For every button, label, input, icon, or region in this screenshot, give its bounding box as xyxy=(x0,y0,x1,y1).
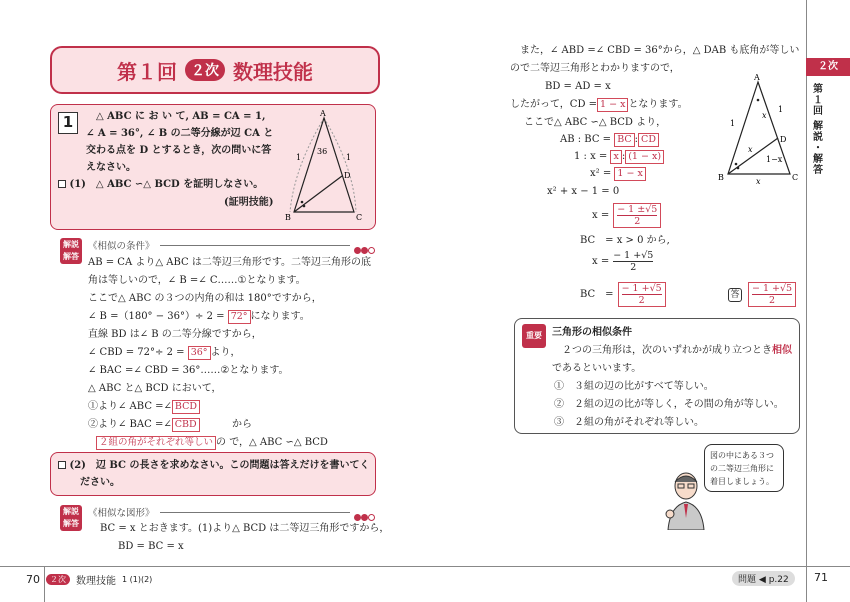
question-2-line-2: ださい。 xyxy=(80,477,120,488)
answer-box-bc: BC xyxy=(614,133,634,147)
s2-line-1: BC = x とおきます。(1)より△ BCD は二等辺三角形ですから， xyxy=(100,523,390,534)
answer-box-cd: 1 − x xyxy=(597,98,628,112)
r-line-11: BC = x > 0 から, xyxy=(580,235,670,246)
side-tab-line xyxy=(806,0,807,566)
problem-ref-pill xyxy=(732,571,795,586)
section-rule-2 xyxy=(160,512,350,513)
r-line-7-a: 1 : x = xyxy=(574,151,608,162)
r-line-3: BD = AD = x xyxy=(545,81,611,92)
question-1 xyxy=(58,178,263,192)
s1-line-6-text: ∠ CBD = 72°÷ 2 = xyxy=(88,347,185,358)
side-tab-char-5: 説 xyxy=(813,132,823,143)
s1-line-7: ∠ BAC =∠ CBD = 36°……②となります。 xyxy=(88,365,289,376)
side-tab-char-3: 回 xyxy=(813,106,823,117)
r-line-1: また，∠ ABD =∠ CBD = 36°から，△ DAB も底角が等しい xyxy=(520,45,800,56)
answer-fraction-bc xyxy=(618,282,666,307)
s1-line-10-tail: から xyxy=(232,419,252,430)
kaito-label-bottom: 解答 xyxy=(63,252,79,261)
section-title-similar-figures: 《相似な図形》 xyxy=(88,508,155,519)
r-line-10-a: x = xyxy=(592,209,610,221)
frac-den-1: 2 xyxy=(634,216,641,227)
kaito-label-top: 解説 xyxy=(63,240,79,249)
s1-line-1: AB = CA より△ ABC は二等辺三角形です。二等辺三角形の底 xyxy=(88,257,372,268)
question-1-tag: (証明技能) xyxy=(224,197,274,208)
vertex-d: D xyxy=(344,171,351,180)
s1-line-4-text: ∠ B =（180° − 36°）÷ 2 = xyxy=(88,311,225,322)
r-line-5: ここで△ ABC ∽△ BCD より， xyxy=(524,117,667,128)
frac-num-2: − 1 +√5 xyxy=(613,250,654,261)
answer-box-bcd: BCD xyxy=(172,400,200,414)
checkbox-icon xyxy=(58,180,66,188)
frac-den-4: 2 xyxy=(769,295,776,306)
r-line-10 xyxy=(592,203,661,228)
s1-line-9-text: ①より∠ ABC =∠ xyxy=(88,401,172,412)
answer-box-cbd: CBD xyxy=(172,418,200,432)
title-badge: ２次 xyxy=(185,59,225,81)
footer-title: 数理技能 xyxy=(76,576,116,587)
title-text: 数理技能 xyxy=(233,59,313,84)
problem-line-2: ∠ A = 36°, ∠ B の二等分線が辺 CA と xyxy=(86,128,274,139)
final-answer xyxy=(728,282,796,307)
s1-line-5: 直線 BD は∠ B の二等分線ですから， xyxy=(88,329,262,340)
fig2-vertex-c: C xyxy=(792,173,799,182)
important-line-2: であるといいます。 xyxy=(552,363,642,374)
vertex-b: B xyxy=(285,213,291,222)
fig2-label-1mx: 1−x xyxy=(766,155,783,164)
s2-line-2: BD = BC = x xyxy=(118,541,184,552)
side-label-left: 1 xyxy=(296,153,302,162)
question-2-line-1 xyxy=(58,459,369,473)
problem-ref-page: p.22 xyxy=(768,575,789,585)
title-prefix: 第１回 xyxy=(117,59,177,84)
kaito-label-top-2: 解説 xyxy=(63,507,79,516)
teacher-illustration xyxy=(660,468,710,530)
page-number-right: 71 xyxy=(814,571,828,584)
footer-badge: ２次 xyxy=(46,574,70,585)
r-line-2: ので二等辺三角形とわかりますので， xyxy=(510,63,680,74)
footer-rule xyxy=(0,566,850,567)
side-tab-char-2: １ xyxy=(813,95,823,106)
problem-line-3: 交わる点を D とするとき，次の問いに答 xyxy=(86,145,272,156)
footer-right xyxy=(732,571,795,586)
final-answer-fraction xyxy=(748,282,796,307)
r-line-8 xyxy=(590,167,646,181)
s1-line-4 xyxy=(88,310,310,324)
ratio-colon-2: : xyxy=(621,151,626,162)
answer-box-72: 72° xyxy=(228,310,251,324)
important-line-1-a: ２つの三角形は，次のいずれかが成り立つとき xyxy=(562,345,772,356)
frac-den-2: 2 xyxy=(630,262,637,273)
kaito-badge-1 xyxy=(60,238,82,264)
side-tab-text xyxy=(812,84,824,176)
s1-line-11-text: の で，△ ABC ∽△ BCD xyxy=(216,437,328,448)
important-keyword: 相似 xyxy=(772,345,792,356)
side-tab-char-6: ・ xyxy=(813,143,823,154)
fig2-label-x-bottom: x xyxy=(756,177,761,186)
checkbox-icon-2 xyxy=(58,461,66,469)
r-line-12-a: x = xyxy=(592,255,610,267)
triangle-figure-1 xyxy=(280,108,372,224)
r-line-13-a: BC = xyxy=(580,288,614,300)
s1-line-10 xyxy=(88,418,200,432)
r-line-4-b: となります。 xyxy=(628,99,688,110)
frac-num-1: − 1 ±√5 xyxy=(617,204,658,215)
important-title: 三角形の相似条件 xyxy=(552,327,632,338)
problem-ref-label: 問題 xyxy=(738,575,757,585)
s1-line-9 xyxy=(88,400,200,414)
side-tab-char-4: 解 xyxy=(813,121,823,132)
problem-line-4: えなさい。 xyxy=(86,162,136,173)
fig2-label-x-top: x xyxy=(762,111,767,120)
fig2-vertex-d: D xyxy=(780,135,787,144)
bubble-line-3: 着目しましょう。 xyxy=(710,477,774,486)
fig2-label-1-right: 1 xyxy=(778,105,784,114)
s1-line-4-after: になります。 xyxy=(250,311,310,322)
s1-line-11 xyxy=(96,436,328,450)
bubble-line-2: の二等辺三角形に xyxy=(710,464,774,473)
side-label-right: 1 xyxy=(346,153,352,162)
s1-line-10-text: ②より∠ BAC =∠ xyxy=(88,419,172,430)
problem-line-1: △ ABC に お い て, AB = CA = 1, xyxy=(96,111,266,122)
vertex-a: A xyxy=(320,109,326,118)
important-item-3: ③ ２組の角がそれぞれ等しい。 xyxy=(554,417,704,428)
page-divider-left xyxy=(44,566,45,602)
kaito-badge-2 xyxy=(60,505,82,531)
fig2-vertex-b: B xyxy=(718,173,724,182)
angle-label: 36 xyxy=(317,147,328,156)
problem-number: 1 xyxy=(58,112,78,134)
r-line-6 xyxy=(560,133,659,147)
important-item-2: ② ２組の辺の比が等しく，その間の角が等しい。 xyxy=(554,399,784,410)
side-tab-badge: ２次 xyxy=(806,58,850,76)
s1-line-2: 角は等しいので，∠ B =∠ C……①となります。 xyxy=(88,275,306,286)
bubble-line-1: 図の中にある３つ xyxy=(710,451,774,460)
s1-line-8: △ ABC と△ BCD において， xyxy=(88,383,222,394)
fig2-label-1-left: 1 xyxy=(730,119,736,128)
s1-line-6-after: より， xyxy=(210,347,241,358)
frac-num-3: − 1 +√5 xyxy=(621,283,662,294)
r-line-8-a: x² = xyxy=(590,168,612,179)
r-line-7 xyxy=(574,150,664,164)
frac-den-3: 2 xyxy=(638,295,645,306)
r-line-9: x² + x − 1 = 0 xyxy=(547,186,620,197)
footer-ref: 1 (1)(2) xyxy=(122,575,153,584)
r-line-4 xyxy=(510,98,688,112)
answer-fraction-1 xyxy=(613,203,661,228)
section-title-similarity: 《相似の条件》 xyxy=(88,241,155,252)
s1-line-6 xyxy=(88,346,241,360)
arrow-left-icon: ◀ xyxy=(758,575,766,585)
vertex-c: C xyxy=(356,213,363,222)
ratio-colon: : xyxy=(634,134,639,145)
section-rule-1 xyxy=(160,245,350,246)
r-line-6-a: AB : BC = xyxy=(560,134,612,145)
r-line-4-a: したがって，CD = xyxy=(510,99,598,110)
answer-box-x: x xyxy=(610,150,621,164)
answer-box-x2: 1 − x xyxy=(614,167,645,181)
question-2-text: (2) 辺 BC の長さを求めなさい。この問題は答えだけを書いてく xyxy=(69,460,370,471)
r-line-12 xyxy=(592,250,653,273)
important-icon: 重要 xyxy=(522,324,546,348)
side-tab-char-1: 第 xyxy=(813,84,823,95)
frac-num-4: − 1 +√5 xyxy=(752,283,793,294)
speech-bubble xyxy=(704,444,784,492)
answer-box-1mx: (1 − x) xyxy=(625,150,664,164)
question-1-text: (1) △ ABC ∽△ BCD を証明しなさい。 xyxy=(69,179,264,190)
kaito-label-bottom-2: 解答 xyxy=(63,519,79,528)
fraction-2 xyxy=(613,250,653,273)
r-line-13 xyxy=(580,282,666,307)
fig2-label-x-mid: x xyxy=(748,145,753,154)
fig2-vertex-a: A xyxy=(754,73,760,82)
answer-box-reason: ２組の角がそれぞれ等しい xyxy=(96,436,216,450)
important-item-1: ① ３組の辺の比がすべて等しい。 xyxy=(554,381,714,392)
answer-mark-icon: 答 xyxy=(728,288,742,302)
triangle-figure-2 xyxy=(714,72,804,188)
side-tab-char-7: 解 xyxy=(813,154,823,165)
important-line-1 xyxy=(562,344,792,358)
page-title-banner xyxy=(50,46,380,94)
side-tab-char-8: 答 xyxy=(813,165,823,176)
page-divider-right xyxy=(806,566,807,602)
answer-box-cd-ratio: CD xyxy=(638,133,659,147)
page-number-left: 70 xyxy=(26,573,40,586)
s1-line-3: ここで△ ABC の３つの内角の和は 180°ですから， xyxy=(88,293,322,304)
answer-box-36: 36° xyxy=(188,346,211,360)
